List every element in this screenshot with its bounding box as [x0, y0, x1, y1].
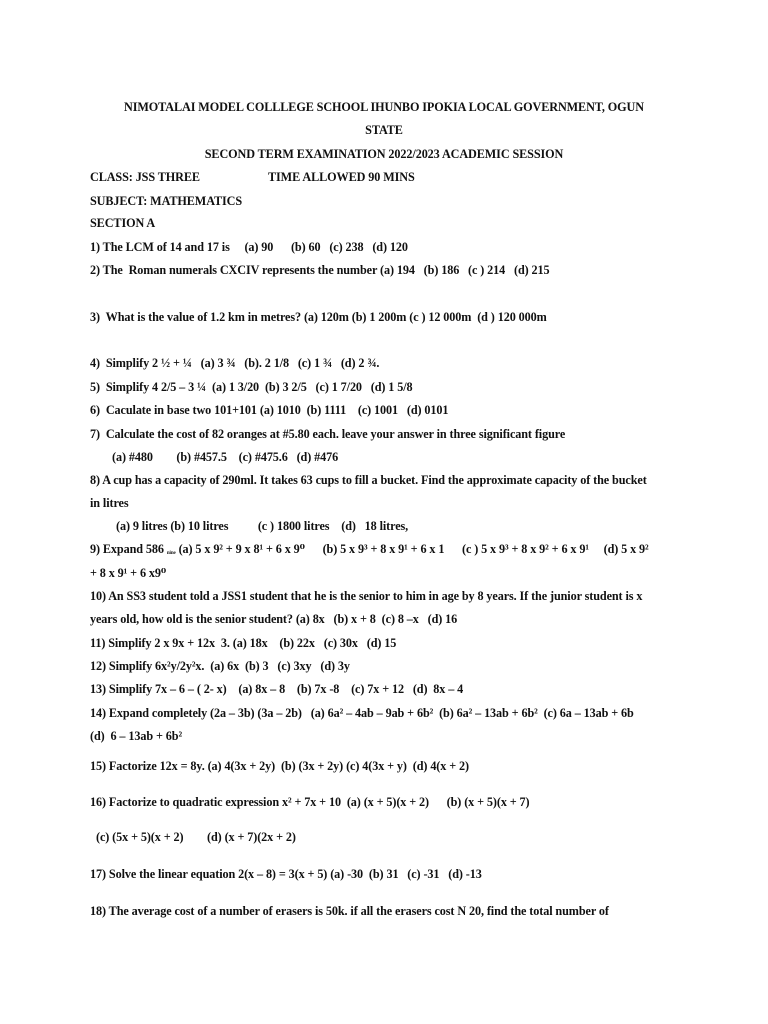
question-15: 15) Factorize 12x = 8y. (a) 4(3x + 2y) (b) (3x + 2y) (c) 4(3x + y) (d) 4(x + 2): [90, 759, 469, 773]
school-name-line2: STATE: [365, 123, 403, 137]
question-18: 18) The average cost of a number of erasers is 50k. if all the erasers cost N 20, find the total number of: [90, 904, 609, 918]
question-9: [90, 542, 649, 557]
subject-label: SUBJECT: MATHEMATICS: [90, 194, 243, 208]
question-3: 3) What is the value of 1.2 km in metres? (a) 120m (b) 1 200m (c ) 12 000m (d ) 120 000m: [90, 310, 547, 324]
question-1: 1) The LCM of 14 and 17 is (a) 90 (b) 60 (c) 238 (d) 120: [90, 240, 408, 254]
question-17: 17) Solve the linear equation 2(x – 8) = 3(x + 5) (a) -30 (b) 31 (c) -31 (d) -13: [90, 867, 482, 881]
question-4: 4) Simplify 2 ½ + ¼ (a) 3 ¾ (b). 2 1/8 (c) 1 ¾ (d) 2 ¾.: [90, 356, 380, 370]
section-label: SECTION A: [90, 216, 156, 230]
question-14-line2: (d) 6 – 13ab + 6b²: [90, 729, 182, 743]
exam-title: SECOND TERM EXAMINATION 2022/2023 ACADEMIC SESSION: [204, 147, 564, 161]
question-10-line1: 10) An SS3 student told a JSS1 student that he is the senior to him in age by 8 years. If the junior student is x: [90, 589, 643, 603]
question-16-line1: 16) Factorize to quadratic expression x² + 7x + 10 (a) (x + 5)(x + 2) (b) (x + 5)(x + 7): [90, 795, 530, 809]
question-14-line1: 14) Expand completely (2a – 3b) (3a – 2b) (a) 6a² – 4ab – 9ab + 6b² (b) 6a² – 13ab + 6b² (c) 6a – 13ab + 6b: [90, 706, 634, 720]
question-8-options: (a) 9 litres (b) 10 litres (c ) 1800 litres (d) 18 litres,: [116, 519, 409, 533]
class-label: CLASS: JSS THREE: [90, 170, 200, 184]
time-allowed-label: TIME ALLOWED 90 MINS: [268, 170, 415, 184]
question-12: 12) Simplify 6x²y/2y²x. (a) 6x (b) 3 (c) 3xy (d) 3y: [90, 659, 350, 673]
question-5: 5) Simplify 4 2/5 – 3 ¼ (a) 1 3/20 (b) 3 2/5 (c) 1 7/20 (d) 1 5/8: [90, 380, 413, 394]
question-6: 6) Caculate in base two 101+101 (a) 1010 (b) 1111 (c) 1001 (d) 0101: [90, 403, 449, 417]
question-9-options: (a) 5 x 9² + 9 x 8¹ + 6 x 9⁰ (b) 5 x 9³ + 8 x 9¹ + 6 x 1 (c ) 5 x 9³ + 8 x 9² + 6 x 9¹ (d) 5 x 9²: [178, 542, 649, 556]
school-name-line1: NIMOTALAI MODEL COLLLEGE SCHOOL IHUNBO IPOKIA LOCAL GOVERNMENT, OGUN: [124, 100, 644, 114]
question-13: 13) Simplify 7x – 6 – ( 2- x) (a) 8x – 8 (b) 7x -8 (c) 7x + 12 (d) 8x – 4: [90, 682, 464, 696]
question-7: 7) Calculate the cost of 82 oranges at #5.80 each. leave your answer in three significant figure: [90, 427, 566, 441]
question-9-base: nine: [166, 551, 176, 556]
question-9-continued: + 8 x 9¹ + 6 x9⁰: [90, 566, 167, 580]
question-2: 2) The Roman numerals CXCIV represents the number (a) 194 (b) 186 (c ) 214 (d) 215: [90, 263, 550, 277]
question-7-options: (a) #480 (b) #457.5 (c) #475.6 (d) #476: [112, 450, 339, 464]
question-10-line2: years old, how old is the senior student? (a) 8x (b) x + 8 (c) 8 –x (d) 16: [90, 612, 458, 626]
question-11: 11) Simplify 2 x 9x + 12x 3. (a) 18x (b) 22x (c) 30x (d) 15: [90, 636, 397, 650]
question-8-line1: 8) A cup has a capacity of 290ml. It takes 63 cups to fill a bucket. Find the approximate capacity of the bucket: [90, 473, 647, 487]
question-9-prefix: 9) Expand 586: [90, 542, 164, 556]
question-16-line2: (c) (5x + 5)(x + 2) (d) (x + 7)(2x + 2): [96, 830, 296, 844]
question-8-line2: in litres: [90, 496, 129, 510]
